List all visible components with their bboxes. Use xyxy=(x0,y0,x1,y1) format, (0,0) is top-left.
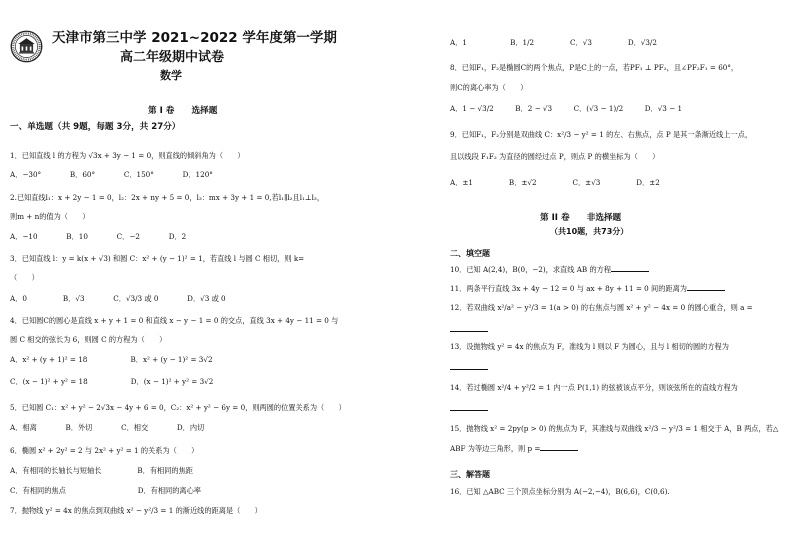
answer-blank[interactable] xyxy=(540,443,578,451)
question-16: 16．已知 △ABC 三个顶点坐标分别为 A(−2,−4)，B(6,6)，C(0,6). xyxy=(450,487,670,496)
question-8-cont: 则C的离心率为（ ） xyxy=(450,83,528,92)
question-9: 9．已知F₁，F₂分别是双曲线 C：x²/3 − y² = 1 的左、右焦点，点 P 是其一条渐近线上一点， xyxy=(450,130,753,139)
question-8: 8．已知F₁，F₂是椭圆C的两个焦点，P是C上的一点，若PF₁ ⊥ PF₂，且∠PF₂F₁ = 60°， xyxy=(450,63,739,72)
question-6-options-cd: C．有相同的焦点 D．有相同的离心率 xyxy=(10,486,201,495)
section1-heading: 一、单选题（共 9题，每题 3分，共 27分） xyxy=(10,122,181,132)
question-5-options: A．相离 B．外切 C．相交 D．内切 xyxy=(10,423,205,432)
question-4-cont: 圆 C 相交的弦长为 6，则圆 C 的方程为（ ） xyxy=(10,335,167,344)
question-3-cont: （ ） xyxy=(10,273,39,282)
question-6: 6．椭圆 x² + 2y² = 2 与 2x² + y² = 1 的关系为（ ） xyxy=(10,446,199,455)
question-12: 12．若双曲线 x²/a² − y²/3 = 1(a > 0) 的右焦点与圆 x² + y² − 4x = 0 的圆心重合，则 a = xyxy=(450,303,753,312)
question-14: 14．若过椭圆 x²/4 + y²/2 = 1 内一点 P(1,1) 的弦被该点平分，则该弦所在的直线方程为 xyxy=(450,383,738,392)
question-13: 13．设抛物线 y² = 4x 的焦点为 F，准线为 l 则以 F 为圆心，且与 l 相切的圆的方程为 xyxy=(450,342,729,351)
question-2-cont: 则m + n的值为（ ） xyxy=(10,212,90,221)
question-6-options-ab: A．有相同的长轴长与短轴长 B．有相同的焦距 xyxy=(10,466,193,475)
exam-title: 天津市第三中学 2021~2022 学年度第一学期 xyxy=(52,30,337,46)
question-5: 5．已知圆 C₁：x² + y² − 2√3x − 4y + 6 = 0，C₂：x² + y² − 6y = 0，则两圆的位置关系为（ ） xyxy=(10,403,346,412)
question-11: 11．两条平行直线 3x + 4y − 12 = 0 与 ax + 8y + 11 = 0 间的距离为 xyxy=(450,283,725,293)
question-8-options: A．1 − √3/2 B．2 − √3 C．(√3 − 1)/2 D．√3 − 1 xyxy=(450,104,683,113)
answer-blank[interactable] xyxy=(450,403,488,413)
question-4-options-cd: C．(x − 1)² + y² = 18 D．(x − 1)² + y² = 3√2 xyxy=(10,377,214,386)
question-7-options: A．1 B．1/2 C．√3 D．√3/2 xyxy=(450,38,657,47)
subject-label: 数学 xyxy=(160,69,182,82)
school-emblem-icon xyxy=(10,30,43,63)
question-10: 10．已知 A(2,4)，B(0，−2)，求直线 AB 的方程 xyxy=(450,264,649,274)
question-2: 2.已知直线l₁：x + 2y − 1 = 0，l₂：2x + ny + 5 = 0，l₃：mx + 3y + 1 = 0,若l₁∥l₂且l₁⊥l₃， xyxy=(10,193,325,202)
right-column xyxy=(440,0,794,560)
part1-title: 第 I 卷 选择题 xyxy=(148,106,218,116)
question-15-cont: ABF 为等边三角形，则 p = xyxy=(450,443,578,453)
question-2-options: A．−10 B．10 C．−2 D．2 xyxy=(10,232,187,241)
question-3: 3．已知直线 l：y = k(x + √3) 和圆 C：x² + (y − 1)² = 1，若直线 l 与圆 C 相切，则 k= xyxy=(10,254,305,263)
question-7: 7．抛物线 y² = 4x 的焦点到双曲线 x² − y²/3 = 1 的渐近线的距离是（ ） xyxy=(10,506,262,515)
answer-blank[interactable] xyxy=(611,264,649,272)
question-1: 1．已知直线 l 的方程为 √3x + 3y − 1 = 0，则直线的倾斜角为（ ） xyxy=(10,151,245,160)
answer-blank[interactable] xyxy=(687,283,725,291)
exam-subtitle: 高二年级期中试卷 xyxy=(120,50,225,65)
question-15: 15．抛物线 x² = 2py(p > 0) 的焦点为 F，其准线与双曲线 x²/3 − y²/3 = 1 相交于 A，B 两点，若△ xyxy=(450,424,779,433)
part2-title: 第 II 卷 非选择题 xyxy=(540,213,622,223)
question-4-options-ab: A．x² + (y + 1)² = 18 B．x² + (y − 1)² = 3√2 xyxy=(10,355,213,364)
question-4: 4．已知圆C的圆心是直线 x + y + 1 = 0 和直线 x − y − 1 = 0 的交点，直线 3x + 4y − 11 = 0 与 xyxy=(10,316,339,325)
question-3-options: A．0 B．√3 C．√3/3 或 0 D．√3 或 0 xyxy=(10,294,226,303)
section3-heading: 三、解答题 xyxy=(450,470,490,479)
question-1-options: A．−30° B．60° C．150° D．120° xyxy=(10,170,213,179)
section2-heading: 二、填空题 xyxy=(450,249,490,258)
question-9-cont: 且以线段 F₁F₂ 为直径的圆经过点 P，则点 P 的横坐标为（ ） xyxy=(450,152,660,161)
part2-subtitle: （共10题，共73分） xyxy=(550,227,629,236)
answer-blank[interactable] xyxy=(450,324,488,334)
question-9-options: A．±1 B．±√2 C．±√3 D．±2 xyxy=(450,178,660,187)
answer-blank[interactable] xyxy=(450,362,488,372)
